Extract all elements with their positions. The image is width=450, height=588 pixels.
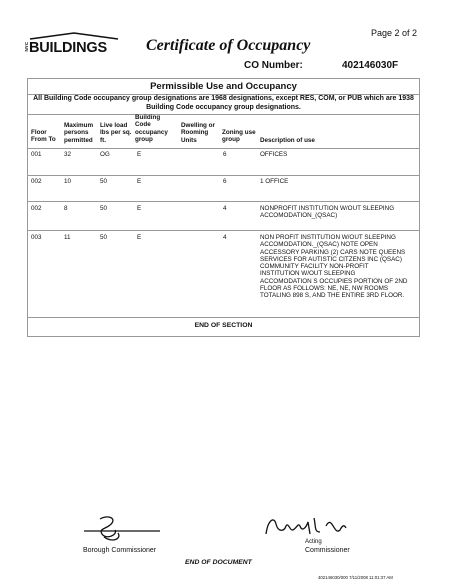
cell-zoning: 6 [223, 178, 227, 185]
logo-word: BUILDINGS [29, 40, 107, 56]
divider [28, 317, 419, 318]
cell-description: NON PROFIT INSTITUTION W/OUT SLEEPING ACCOMODATION._(QSAC) NOTE OPEN ACCESSORY PARKING (2) CARS NOTE QUEENS SERVICES FOR AUTISTIC CITZENS INC (QSAC) COMMUNITY FACILITY NON-PROFIT INSTITUTION W/OUT SLEEPING ACCOMODATION S OCCUPIES PORTION OF 2ND FLOOR AS FOLLOWS: NE, NE, NW ROOMS TOTALING 898 S, AND THE ENTIRE 3RD FLOOR. [260, 234, 408, 300]
borough-commissioner-label: Borough Commissioner [83, 547, 157, 554]
section-note: All Building Code occupancy group designations are 1968 designations, except RES, COM, or PUB which are 1938 Building Code occupancy group designations. [33, 95, 414, 111]
end-of-document: END OF DOCUMENT [185, 559, 252, 566]
roof-icon [28, 32, 120, 40]
cell-floor: 001 [31, 151, 42, 158]
cell-group: E [137, 178, 142, 185]
divider [28, 148, 419, 149]
cell-persons: 32 [64, 151, 72, 158]
cell-description: 1 OFFICE [260, 178, 289, 185]
acting-label: Acting [305, 539, 322, 545]
divider [28, 230, 419, 231]
cell-floor: 002 [31, 178, 42, 185]
divider [28, 201, 419, 202]
end-of-section: END OF SECTION [194, 322, 253, 329]
column-header-description: Description of use [260, 137, 315, 144]
column-header-occupancy-group: Building Code occupancy group [135, 114, 168, 143]
document-title: Certificate of Occupancy [146, 37, 311, 54]
cell-persons: 8 [64, 205, 68, 212]
section-title: Permissible Use and Occupancy [28, 79, 419, 95]
occupancy-table [27, 78, 420, 337]
cell-persons: 11 [64, 234, 71, 241]
cell-floor: 003 [31, 234, 42, 241]
cell-load: 50 [100, 178, 108, 185]
cell-load: OG [100, 151, 110, 158]
co-number-value: 402146030F [342, 60, 399, 71]
cell-load: 50 [100, 205, 108, 212]
column-header-floor: Floor From To [31, 129, 56, 144]
cell-group: E [137, 151, 142, 158]
logo-prefix: NYC [24, 42, 29, 52]
commissioner-label: Commissioner [305, 547, 350, 554]
column-header-live-load: Live load lbs per sq. ft. [100, 122, 132, 144]
cell-persons: 10 [64, 178, 72, 185]
divider [28, 114, 419, 115]
cell-load: 50 [100, 234, 108, 241]
cell-zoning: 4 [223, 205, 227, 212]
cell-group: E [137, 205, 142, 212]
footer-id: 402146030/000 7/11/2008 11:01:37 AM [318, 575, 393, 580]
cell-group: E [137, 234, 142, 241]
borough-commissioner-signature [82, 513, 162, 545]
cell-floor: 002 [31, 205, 42, 212]
co-number-label: CO Number: [244, 60, 303, 71]
cell-description: NONPROFIT INSTITUTION W/OUT SLEEPING ACCOMODATION_(QSAC) [260, 205, 395, 220]
column-header-dwelling-units: Dwelling or Rooming Units [181, 122, 215, 144]
cell-zoning: 4 [223, 234, 227, 241]
page-number: Page 2 of 2 [371, 28, 418, 38]
cell-description: OFFICES [260, 151, 288, 158]
divider [28, 175, 419, 176]
nyc-buildings-logo [24, 32, 120, 54]
column-header-persons: Maximum persons permitted [64, 122, 94, 144]
column-header-zoning: Zoning use group [222, 129, 256, 144]
commissioner-signature [262, 512, 362, 540]
cell-zoning: 6 [223, 151, 227, 158]
